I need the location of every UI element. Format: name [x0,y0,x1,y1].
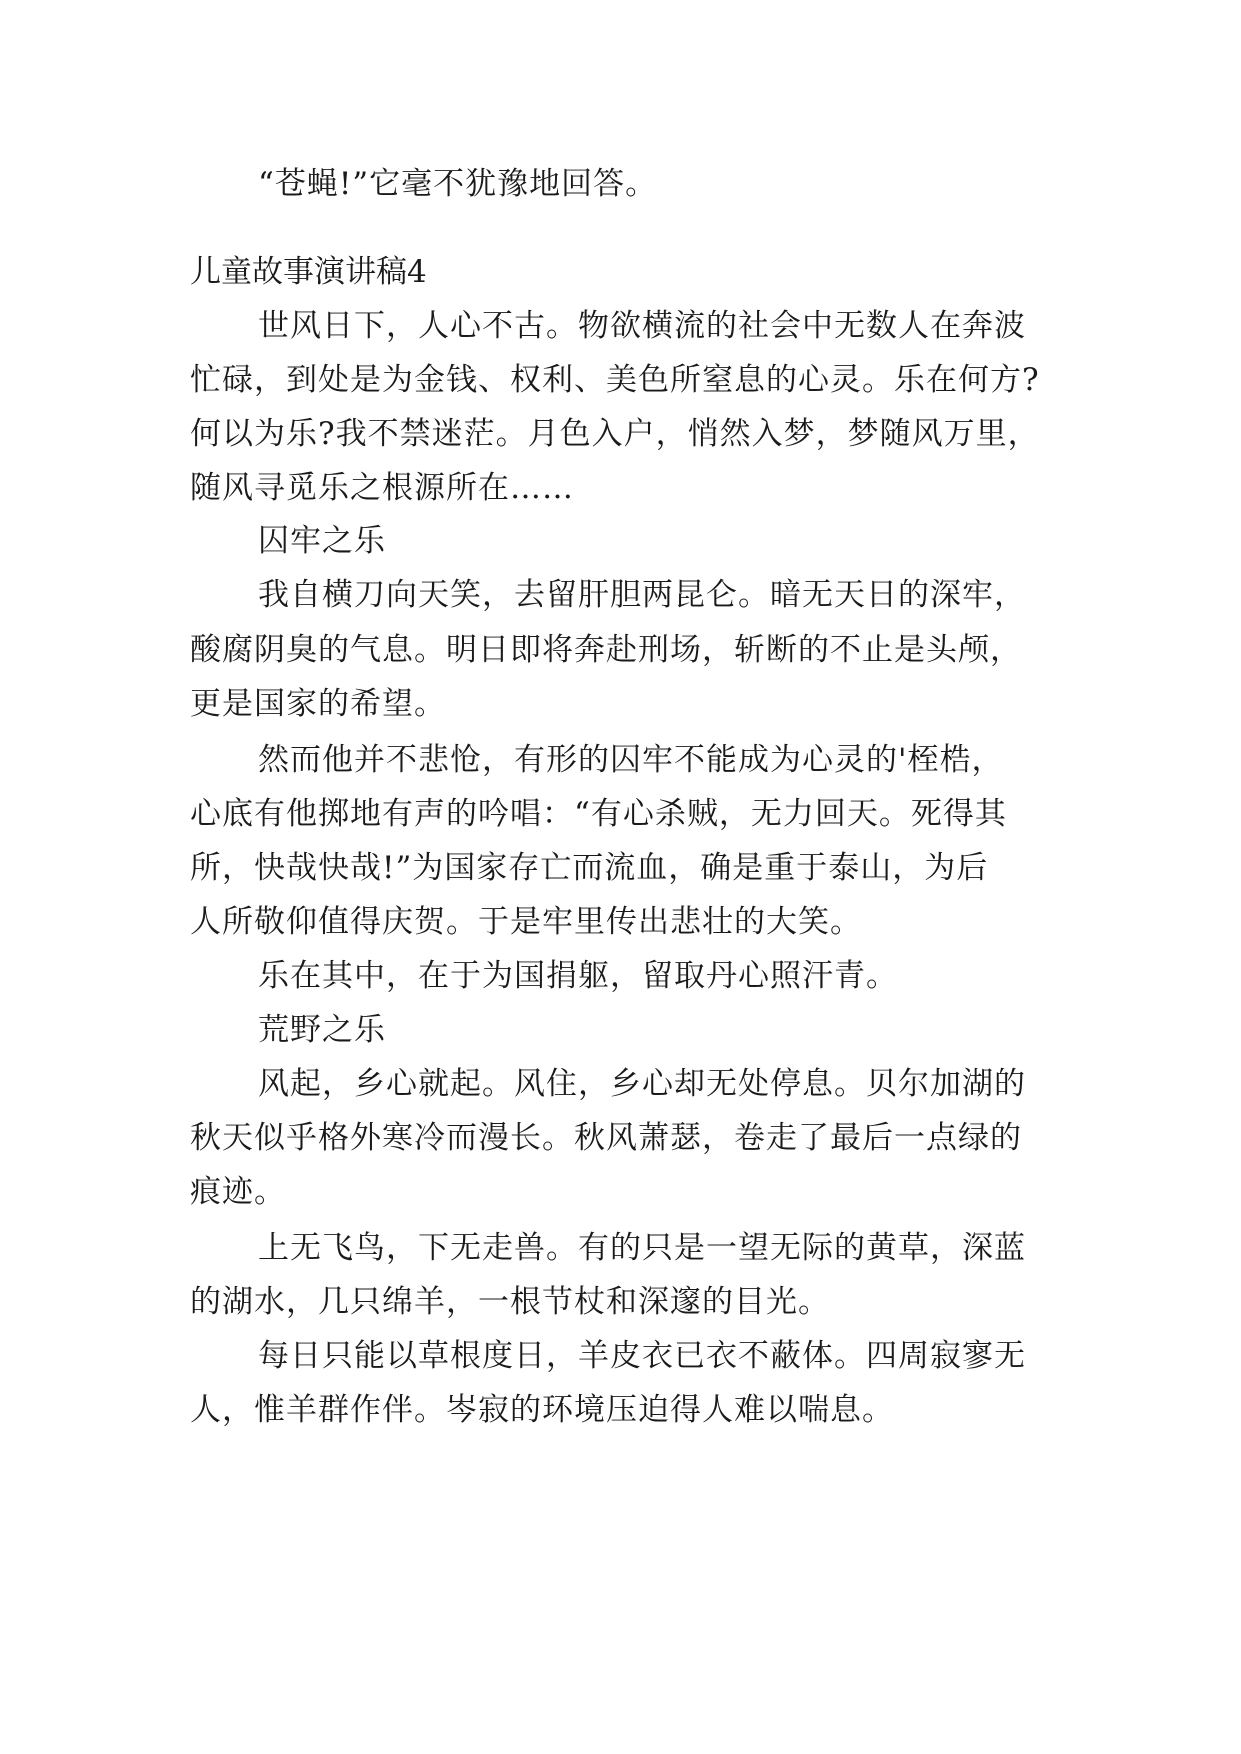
paragraph-line: 忙碌，到处是为金钱、权利、美色所窒息的心灵。乐在何方? [190,362,1040,398]
paragraph-line: 人所敬仰值得庆贺。于是牢里传出悲壮的大笑。 [190,904,862,940]
paragraph-line: 所，快哉快哉!”为国家存亡而流血，确是重于泰山，为后 [190,850,989,886]
paragraph-line: 上无飞鸟，下无走兽。有的只是一望无际的黄草，深蓝 [258,1230,1026,1266]
paragraph-line: 随风寻觅乐之根源所在…… [190,470,574,506]
paragraph-line: 心底有他掷地有声的吟唱：“有心杀贼，无力回天。死得其 [190,796,1007,832]
paragraph-line: 人，惟羊群作伴。岑寂的环境压迫得人难以喘息。 [190,1392,894,1428]
paragraph-line: 乐在其中，在于为国捐躯，留取丹心照汗青。 [258,958,898,994]
paragraph-line: 痕迹。 [190,1174,286,1210]
paragraph-line: 酸腐阴臭的气息。明日即将奔赴刑场，斩断的不止是头颅， [190,632,1022,668]
section-title: 儿童故事演讲稿4 [190,254,427,290]
paragraph-line: 我自横刀向天笑，去留肝胆两昆仑。暗无天日的深牢， [258,577,1026,613]
paragraph-line: 然而他并不悲怆，有形的囚牢不能成为心灵的'桎梏， [258,742,1004,778]
paragraph-line: 世风日下，人心不古。物欲横流的社会中无数人在奔波 [258,308,1026,344]
subheading: 荒野之乐 [258,1012,386,1048]
subheading: 囚牢之乐 [258,523,386,559]
paragraph-line: 何以为乐?我不禁迷茫。月色入户，悄然入梦，梦随风万里， [190,416,1040,452]
paragraph-line: 风起，乡心就起。风住，乡心却无处停息。贝尔加湖的 [258,1066,1026,1102]
paragraph-line: 更是国家的希望。 [190,686,446,722]
paragraph-line: 的湖水，几只绵羊，一根节杖和深邃的目光。 [190,1284,830,1320]
paragraph-line: 每日只能以草根度日，羊皮衣已衣不蔽体。四周寂寥无 [258,1338,1026,1374]
paragraph-line: 秋天似乎格外寒冷而漫长。秋风萧瑟，卷走了最后一点绿的 [190,1120,1022,1156]
paragraph-line: “苍蝇!”它毫不犹豫地回答。 [258,166,658,202]
